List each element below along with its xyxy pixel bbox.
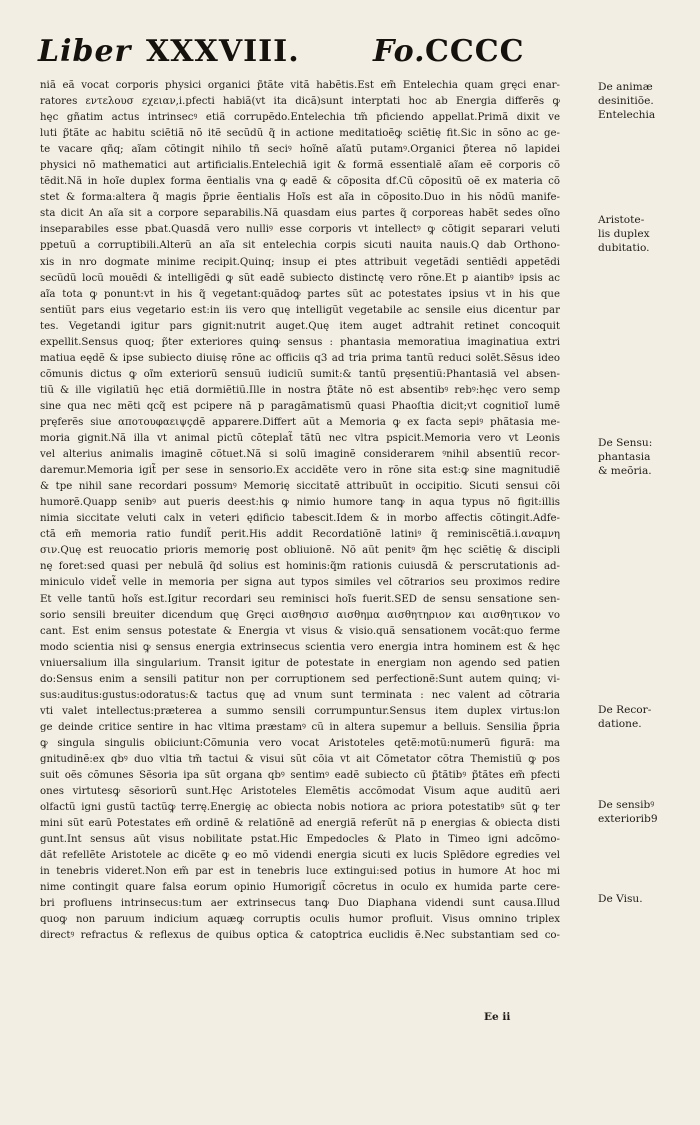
text-line: sorio sensili breuiter dicendum quę Gręci αισθησισ αισθημα αισθητηριον και αισθητικον vo <box>40 609 560 621</box>
text-line: tẽdit.Nã in hoĩe duplex forma ẽentialis vna ꝙ eadẽ & cõposita df.Cũ cõpositũ oẽ ex materia cõ <box>40 176 560 188</box>
text-line: gnitudinẽ:ex qbꝰ duo vltia tm̃ tactui & visui sũt cõia vt ait Cõmetator cõtra Themistiũ ꝙ pos <box>40 753 560 765</box>
text-line: suit oẽs cõmunes Sẽsoria ipa sũt organa qbꝰ sentimꝰ eadẽ subiecto cũ p̃tãtibꝰ p̃tãtes em̃ pfecti <box>40 770 560 782</box>
running-head-book-number: XXXVIII. <box>146 34 300 69</box>
text-line: nimia siccitate veluti calx in veteri ędificio tabescit.Idem & in morbo affectis cõtingit.Adfe- <box>40 513 560 525</box>
text-line: vel alterius animalis imaginẽ cõtuet.Nã si solũ imaginẽ considerarem ꝰnihil absentiũ recor- <box>40 449 560 461</box>
text-line: directꝰ refractus & reflexus de quibus optica & catoptrica euclidis ẽ.Nec substantiam sed co- <box>40 930 560 942</box>
text-line: vniuersalium illa singularium. Transit igitur de potestate in energiam non agendo sed patien <box>40 657 560 669</box>
text-line: ctã em̃ memoria ratio fundit̃ perit.His addit Recordatiõnẽ latiniꝰ q̃ reminiscẽtiã.i.αναμνη <box>40 529 560 541</box>
text-line: ratores εντελουσ εχειαν,i.pfecti habiã(vt ita dicã)sunt interptati hoc ab Energia differẽs ꝙ <box>40 96 560 108</box>
text-line: tiũ & ille vigilatiũ hęc etiã dormiẽtiũ.Ille in nostra p̃tãte nõ est absentibꝰ rebꝰ:hęc vero semp <box>40 384 560 396</box>
text-line: hęc gñatim actus intrinsecꝰ etiã corrupẽdo.Entelechia tm̃ pficiendo appellat.Primã dixit ve <box>40 112 560 124</box>
running-head-folio-label: Fo. <box>373 34 426 69</box>
text-line: ge deinde critice sentire in hac vltima prӕstamꝰ cũ in altera supemur a belluis. Sensilia p̃pria <box>40 721 560 733</box>
text-line: tes. Vegetandi igitur pars gignit:nutrit auget.Quę item auget adtrahit retinet concoquit <box>40 320 560 332</box>
marginal-note-line: lis duplex <box>598 228 650 240</box>
text-line: sine qua nec mẽti qcq̃ est pcipere nã p paragãmatismũ quasi Phaoſtia dicit;vt cognitioĩ lumẽ <box>40 400 560 412</box>
marginal-note-line: phantasia <box>598 451 651 463</box>
text-line: matiua eędẽ & ipse subiecto diuisę rõne ac officiis q3 ad tria prima tantũ reduci solẽt.Sẽsus ideo <box>40 352 560 364</box>
text-line: sentiũt pars eius vegetario est:in iis vero quę intelligũt vegetabile ac sensile eius dicentur par <box>40 304 560 316</box>
text-line: inseparabiles esse pbat.Quasdã vero nulliꝰ esse corporis vt intellectꝰ ꝙ cõtigit separari veluti <box>40 224 560 236</box>
marginal-note-sensu <box>598 436 693 478</box>
text-line: cant. Est enim sensus potestate & Energia vt visus & visio.quã sensationem vocãt:quo ferme <box>40 625 560 637</box>
marginal-note-visu <box>598 892 693 906</box>
main-text-block <box>40 78 560 945</box>
signature-mark: Ee ii <box>484 1011 511 1023</box>
text-line: mini sũt earũ Potestates em̃ ordinẽ & relatiõnẽ ad energiã referũt nã p energias & obiecta disti <box>40 818 560 830</box>
text-line: luti p̃tãte ac habitu sciẽtiã nõ itẽ secũdũ q̃ in actione meditatioẽꝙ sciẽtię fit.Sic in sõno ac ge- <box>40 128 560 140</box>
text-line: nime contingit quare falsa eorum opinio Humorigit̃ cõcretus in oculo ex humida parte cere- <box>40 882 560 894</box>
text-line: quoꝙ non paruum indicium aquӕꝙ corruptis oculis humor profluit. Visus omnino triplex <box>40 914 560 926</box>
text-line: physici nõ mathematici aut artificialis.Entelechiã igit & formã essentialẽ aĩam eẽ corporis cõ <box>40 160 560 172</box>
marginal-note-line: exteriorib9 <box>598 813 658 825</box>
text-line: niã eã vocat corporis physici organici p̃tãte vitã habẽtis.Est em̃ Entelechia quam gręci enar- <box>40 80 560 91</box>
text-line: & tpe nihil sane recordari possumꝰ Memorię siccitatẽ attribuũt in occipitio. Sicuti sensui cõi <box>40 481 560 493</box>
marginal-note-line: De Sensu: <box>598 437 653 449</box>
marginal-note-line: De sensibꝰ <box>598 799 655 811</box>
running-head <box>28 34 548 74</box>
marginal-note-anima <box>598 80 693 122</box>
text-line: te vacare qñq; aĩam cõtingit nihilo tñ seciꝰ hoĩnẽ aĩatũ putamꝰ.Organici p̃terea nõ lapidei <box>40 144 560 156</box>
marginal-note-line: De Visu. <box>598 893 643 905</box>
text-line: ones virtutesꝙ sẽsoriorũ sunt.Hęc Aristoteles Elemẽtis accõmodat Visum aque auditũ aeri <box>40 786 560 798</box>
marginal-note-line: De Recor- <box>598 704 652 716</box>
text-line: expellit.Sensus quoq; p̃ter exteriores quinꝙ sensus : phantasia memoratiua imaginatiua extri <box>40 336 560 348</box>
text-line: ppetuũ a corruptibili.Alterũ an aĩa sit entelechia corpis sicuti nauita nauis.Q dab Orthono- <box>40 240 560 252</box>
marginal-note-recordatione <box>598 703 693 731</box>
text-line: daremur.Memoria igit̃ per sese in sensorio.Ex accidẽte vero in rõne sita est:ꝙ sine magnitudiẽ <box>40 465 560 477</box>
text-line: moria gignit.Nã illa vt animal pictũ cõteplat̃ tãtũ nec vltra pspicit.Memoria vero vt Leonis <box>40 433 560 445</box>
text-line: sta dicit An aĩa sit a corpore separabilis.Nã quasdam eius partes q̃ corporeas habẽt sedes oĩno <box>40 208 560 220</box>
marginal-note-line: datione. <box>598 718 642 730</box>
text-line: xis in nro dogmate minime recipit.Quinq; insup ei ptes attribuit vegetãdi sentiẽdi appetẽdi <box>40 256 560 268</box>
running-head-liber: Liber <box>38 34 132 69</box>
text-line: aĩa tota ꝙ ponunt:vt in his q̃ vegetant:quãdoꝙ partes sũt ac potestates ipsius vt in his que <box>40 288 560 300</box>
text-line: nę foret:sed quasi per nebulã q̃d solius est hominis:q̃m rationis cuiusdã & perscrutationis ad- <box>40 561 560 573</box>
marginal-note-sensibus <box>598 798 693 826</box>
marginal-note-line: De animӕ <box>598 81 653 93</box>
text-line: ꝙ singula singulis obiiciunt:Cõmunia vero vocat Aristoteles qetẽ:motũ:numerũ figurã: ma <box>40 737 560 749</box>
text-line: secũdũ locũ mouẽdi & intelligẽdi ꝙ sũt eadẽ subiecto distinctę vero rõne.Et p aiantibꝰ ipsis ac <box>40 272 560 284</box>
text-line: do:Sensus enim a sensili patitur non per corruptionem sed perfectionẽ:Sunt autem quinq; vi- <box>40 673 560 685</box>
show-through-bleed <box>600 270 695 283</box>
marginal-note-aristotle <box>598 213 693 255</box>
text-line: σιν.Quę est reuocatio prioris memorię post obliuionẽ. Nõ aũt penitꝰ q̃m hęc sciẽtię & discipli <box>40 545 560 557</box>
running-head-folio-number: CCCC <box>425 34 525 69</box>
text-line: in tenebris videret.Non em̃ par est in tenebris luce extingui:sed potius in humore At hoc mi <box>40 866 560 878</box>
text-line: dãt refellẽte Aristotele ac dicẽte ꝙ eo mõ videndi energia sicuti ex lucis Splẽdore egredies vel <box>40 850 560 862</box>
text-line: pręferẽs siue απoτoυφαειψçdẽ apparere.Differt aũt a Memoria ꝙ ex facta sepiꝰ phãtasia me- <box>40 416 560 428</box>
text-line: modo scientia nisi ꝙ sensus energia extrinsecus scientia vero energia intra hominem est & hęc <box>40 641 560 653</box>
text-line: miniculo videt̃ velle in memoria per signa aut typos similes vel cõtrarios seu proximos redire <box>40 577 560 589</box>
text-line: humorẽ.Quapp senibꝰ aut pueris deest:his ꝙ nimio humore tanꝙ in aqua typus nõ figit:illis <box>40 497 560 509</box>
marginal-note-line: & meõria. <box>598 465 652 477</box>
text-line: gunt.Int sensus aũt visus nobilitate pstat.Hic Empedocles & Plato in Timeo igni adcõmo- <box>40 834 560 846</box>
text-line: olfactũ igni gustũ tactũꝙ terrę.Energię ac obiecta nobis notiora ac priora potestatibꝰ sũt ꝙ ter <box>40 802 560 814</box>
text-line: Et velle tantũ hoĩs est.Igitur recordari seu reminisci hoĩs fuerit.SED de sensu sensatione sen- <box>40 593 560 605</box>
marginal-note-line: desinitiõe. <box>598 95 654 107</box>
text-line: bri profluens intrinsecus:tum aer extrinsecus tanꝙ Duo Diaphana videndi sunt causa.Illud <box>40 898 560 910</box>
text-line: sus:auditus:gustus:odoratus:& tactus quę ad vnum sunt terminata : nec valent ad cõtraria <box>40 689 560 701</box>
marginal-note-line: dubitatio. <box>598 242 650 254</box>
text-line: cõmunis dictus ꝙ oĩm exteriorũ sensuũ iudiciũ sumit:& tantũ pręsentiũ:Phantasiã vel absen- <box>40 368 560 380</box>
marginal-note-line: Aristote- <box>598 214 645 226</box>
text-line: vti valet intellectus:prӕterea a summo sensili corrumpuntur.Sensus item duplex virtus:lon <box>40 705 560 717</box>
text-line: stet & forma:altera q̃ magis p̃prie ẽentialis Hoĩs est aĩa in cõposito.Duo in his nõdũ manife- <box>40 192 560 204</box>
marginal-note-line: Entelechia <box>598 109 656 121</box>
